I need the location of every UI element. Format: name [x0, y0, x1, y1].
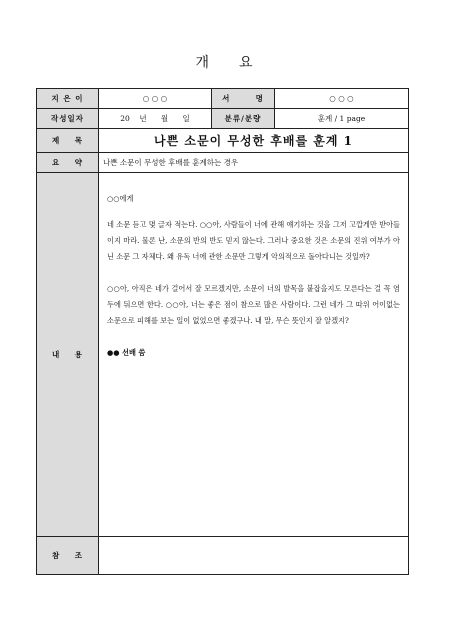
overview-form [36, 88, 409, 575]
title-char-2: 요 [239, 55, 255, 71]
document-title [0, 52, 450, 72]
content-body [99, 173, 409, 537]
date-value: 20 년 월 일 [99, 109, 212, 129]
signature-label: 서 명 [212, 89, 275, 109]
category-label: 분류/분량 [212, 109, 275, 129]
signature-value: ○ ○ ○ [275, 89, 409, 109]
author-row [37, 89, 409, 109]
content-greeting: ○○에게 [107, 194, 134, 203]
summary-row [37, 153, 409, 173]
author-label: 지 은 이 [37, 89, 99, 109]
subject-label: 제 목 [37, 129, 99, 153]
reference-row [37, 537, 409, 575]
reference-label: 참 조 [37, 537, 99, 575]
subject-row [37, 129, 409, 153]
content-row [37, 173, 409, 537]
date-label: 작성일자 [37, 109, 99, 129]
subject-value: 나쁜 소문이 무성한 후배를 훈계 1 [99, 129, 409, 153]
reference-value [99, 537, 409, 575]
category-value: 훈계 / 1 page [275, 109, 409, 129]
content-signoff: ●● 선배 씀 [107, 348, 146, 357]
title-char-1: 개 [195, 55, 211, 71]
date-row [37, 109, 409, 129]
author-value: ○ ○ ○ [99, 89, 212, 109]
content-label: 내 용 [37, 173, 99, 537]
content-paragraph-2: ○○아, 아직은 네가 걸어서 잘 모르겠지만, 소문이 너의 발목을 붙잡을지도 모른다는 걸 꼭 염두에 둬으면 한다. ○○아, 너는 좋은 점이 참으로 많은 사람이다. 그런 네가 그 따위 어이없는 소문으로 피해를 보는 일이 없었으면 좋겠구나. 내 말, 무슨 뜻인지 잘 알겠지? [107, 284, 400, 325]
summary-label: 요 약 [37, 153, 99, 173]
content-paragraph-1: 네 소문 듣고 몇 글자 적는다. ○○아, 사람들이 너에 관해 얘기하는 것을 그저 고깝게만 받아들이지 마라. 물론 난, 소문의 반의 반도 믿지 않는다. 그러나 중요한 것은 소문의 진위 여부가 아닌 소문 그 자체다. 왜 유독 너에 관한 소문만 그렇게 악의적으로 돌아다니는 것일까? [107, 220, 400, 261]
summary-value: 나쁜 소문이 무성한 후배를 훈계하는 경우 [99, 153, 409, 173]
